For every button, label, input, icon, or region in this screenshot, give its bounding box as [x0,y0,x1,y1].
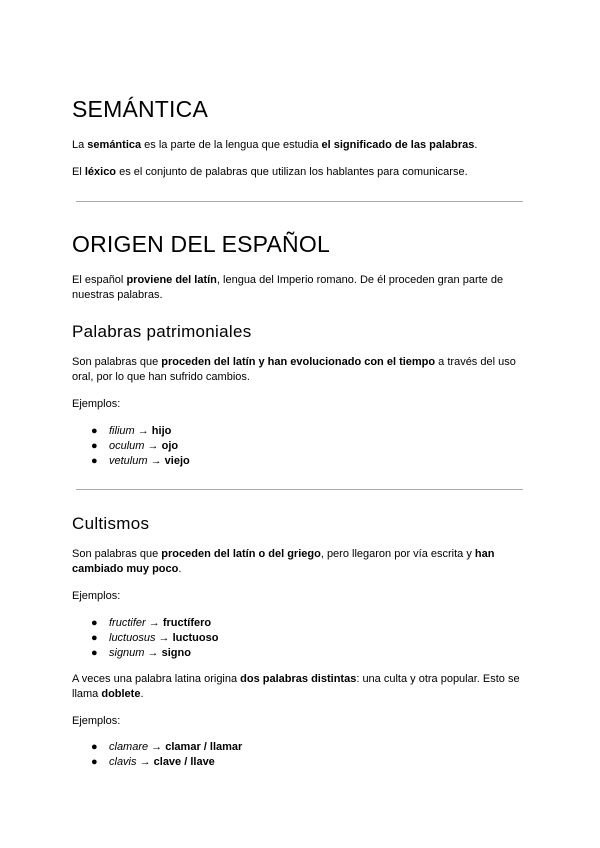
arrow-icon: → [147,455,165,467]
text: El [72,166,85,178]
paragraph-semantica-definition [72,138,524,153]
bold-text: proviene del latín [126,274,217,286]
paragraph-patrimoniales [72,355,524,385]
latin-word: oculum [109,440,145,452]
text: , lengua del Imperio romano. De él proceden gran parte de nuestras palabras. [72,274,504,301]
arrow-icon: → [136,756,154,768]
bold-text: dos palabras distintas [240,673,357,685]
bold-text: léxico [84,166,117,178]
arrow-icon: → [144,647,162,659]
bullet-icon: ● [91,632,98,644]
text: Son palabras que [72,548,162,560]
examples-label: Ejemplos: [72,398,121,410]
text: . [178,563,182,575]
spanish-word: clave / llave [153,756,215,768]
examples-label: Ejemplos: [72,590,121,602]
paragraph-origen [72,273,524,303]
bullet-icon: ● [91,440,98,452]
arrow-icon: → [145,617,163,629]
horizontal-divider [76,489,523,490]
arrow-icon: → [148,741,166,753]
spanish-word: hijo [151,425,172,437]
section-title-origen: ORIGEN DEL ESPAÑOL [72,231,330,257]
spanish-word: signo [161,647,191,659]
latin-word: clamare [109,741,149,753]
text: , pero llegaron por vía escrita y [320,548,475,560]
section-title-semantica: SEMÁNTICA [72,96,208,122]
spanish-word: viejo [164,455,190,467]
paragraph-lexico-definition [72,165,524,180]
horizontal-divider [76,201,523,202]
text: La [72,139,88,151]
text: A veces una palabra latina origina [72,673,241,685]
paragraph-doblete [72,672,524,702]
paragraph-cultismos [72,547,524,577]
latin-word: filium [109,425,135,437]
bullet-icon: ● [91,617,98,629]
spanish-word: clamar / llamar [165,741,243,753]
subsection-title-patrimoniales: Palabras patrimoniales [72,322,252,341]
bold-text: semántica [87,139,142,151]
subsection-title-cultismos: Cultismos [72,514,150,533]
bullet-icon: ● [91,741,98,753]
arrow-icon: → [134,425,152,437]
spanish-word: fructífero [162,617,212,629]
text: es el conjunto de palabras que utilizan los hablantes para comunicarse. [116,166,468,178]
spanish-word: ojo [161,440,179,452]
bold-text: doblete [101,688,141,700]
text: El español [72,274,127,286]
arrow-icon: → [144,440,162,452]
text: Son palabras que [72,356,162,368]
latin-word: clavis [109,756,137,768]
bullet-icon: ● [91,455,98,467]
bold-text: proceden del latín o del griego [161,548,321,560]
text: es la parte de la lengua que estudia [141,139,322,151]
bullet-icon: ● [91,425,98,437]
latin-word: vetulum [109,455,148,467]
spanish-word: luctuoso [172,632,219,644]
text: . [140,688,144,700]
text: a través del uso oral, por lo que han sufrido cambios. [72,356,516,383]
latin-word: luctuosus [109,632,156,644]
latin-word: fructifer [109,617,146,629]
arrow-icon: → [155,632,173,644]
bold-text: proceden del latín y han evolucionado con el tiempo [161,356,436,368]
examples-label: Ejemplos: [72,715,121,727]
latin-word: signum [109,647,145,659]
text: : una culta y otra popular. Esto se llama [72,673,520,700]
bold-text: han cambiado muy poco [72,548,495,575]
bold-text: el significado de las palabras [321,139,475,151]
bullet-icon: ● [91,647,98,659]
text: . [474,139,478,151]
bullet-icon: ● [91,756,98,768]
